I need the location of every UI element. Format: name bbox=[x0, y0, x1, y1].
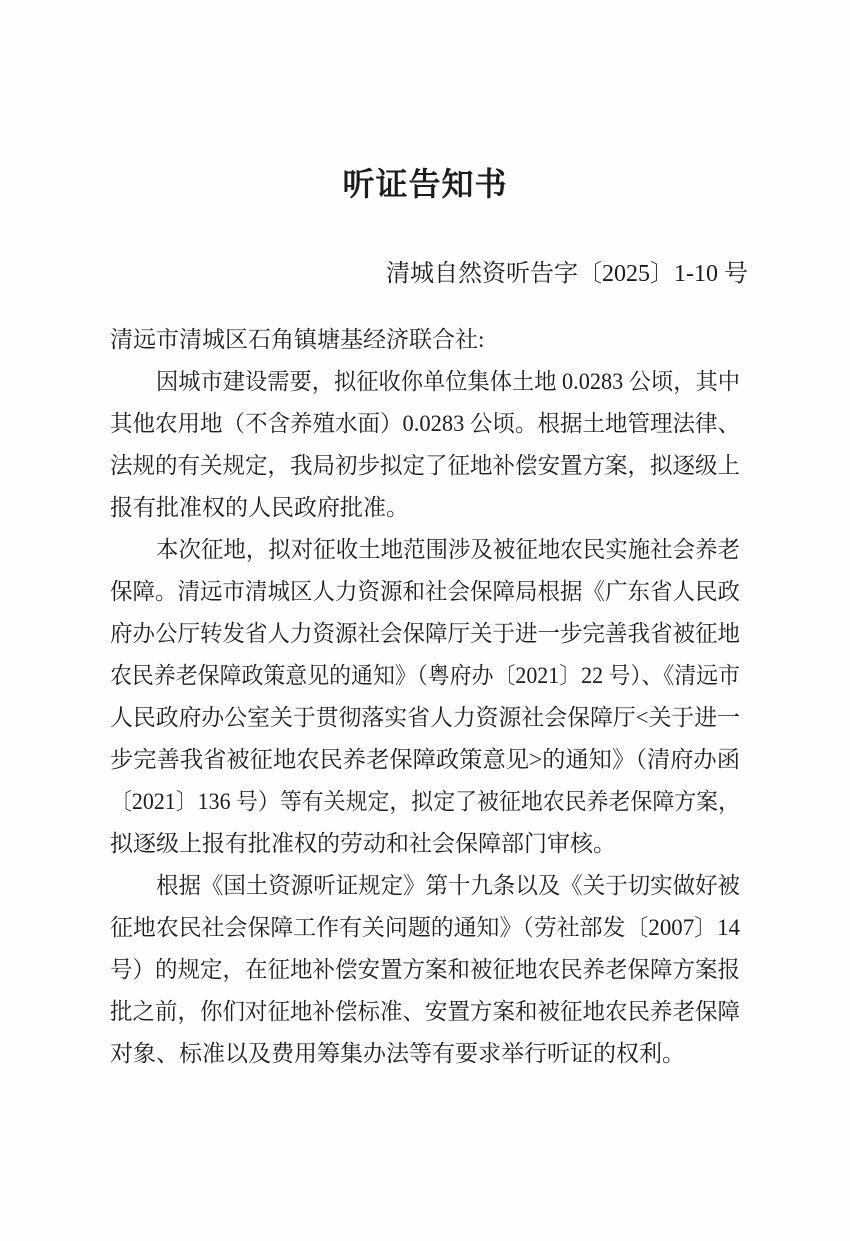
text-line: 〔2021〕136 号）等有关规定，拟定了被征地农民养老保障方案， bbox=[110, 789, 740, 814]
text-line: 本次征地，拟对征收土地范围涉及被征地农民实施社会养老 bbox=[156, 537, 740, 562]
document-title: 听证告知书 bbox=[342, 166, 508, 202]
text-line: 法规的有关规定，我局初步拟定了征地补偿安置方案，拟逐级上 bbox=[110, 453, 740, 478]
text-line: 农民养老保障政策意见的通知》（粤府办〔2021〕22 号）、《清远市 bbox=[110, 663, 740, 688]
text-line: 报有批准权的人民政府批准。 bbox=[110, 495, 409, 520]
text-line: 步完善我省被征地农民养老保障政策意见>的通知》（清府办函 bbox=[110, 747, 740, 772]
text-line: 拟逐级上报有批准权的劳动和社会保障部门审核。 bbox=[110, 831, 616, 856]
paragraph-2 bbox=[110, 529, 740, 865]
text-line: 号）的规定，在征地补偿安置方案和被征地农民养老保障方案报 bbox=[110, 957, 740, 982]
text-line: 其他农用地（不含养殖水面）0.0283 公顷。根据土地管理法律、 bbox=[110, 411, 740, 436]
text-line: 府办公厅转发省人力资源社会保障厅关于进一步完善我省被征地 bbox=[110, 621, 740, 646]
paragraph-1 bbox=[110, 361, 740, 529]
text-line: 对象、标准以及费用筹集办法等有要求举行听证的权利。 bbox=[110, 1041, 685, 1066]
text-line: 批之前，你们对征地补偿标准、安置方案和被征地农民养老保障 bbox=[110, 999, 740, 1024]
text-line: 征地农民社会保障工作有关问题的通知》（劳社部发〔2007〕14 bbox=[110, 915, 740, 940]
text-line: 因城市建设需要，拟征收你单位集体土地 0.0283 公顷，其中 bbox=[156, 369, 740, 394]
doc-number-line: 清城自然资听告字〔2025〕1-10 号 bbox=[386, 261, 748, 287]
text-line: 根据《国土资源听证规定》第十九条以及《关于切实做好被 bbox=[156, 873, 740, 898]
recipient-line: 清远市清城区石角镇塘基经济联合社: bbox=[110, 327, 485, 352]
text-line: 人民政府办公室关于贯彻落实省人力资源社会保障厅<关于进一 bbox=[110, 705, 740, 730]
paragraph-3 bbox=[110, 865, 740, 1075]
text-line: 保障。清远市清城区人力资源和社会保障局根据《广东省人民政 bbox=[110, 579, 740, 604]
document-body bbox=[110, 319, 740, 1075]
